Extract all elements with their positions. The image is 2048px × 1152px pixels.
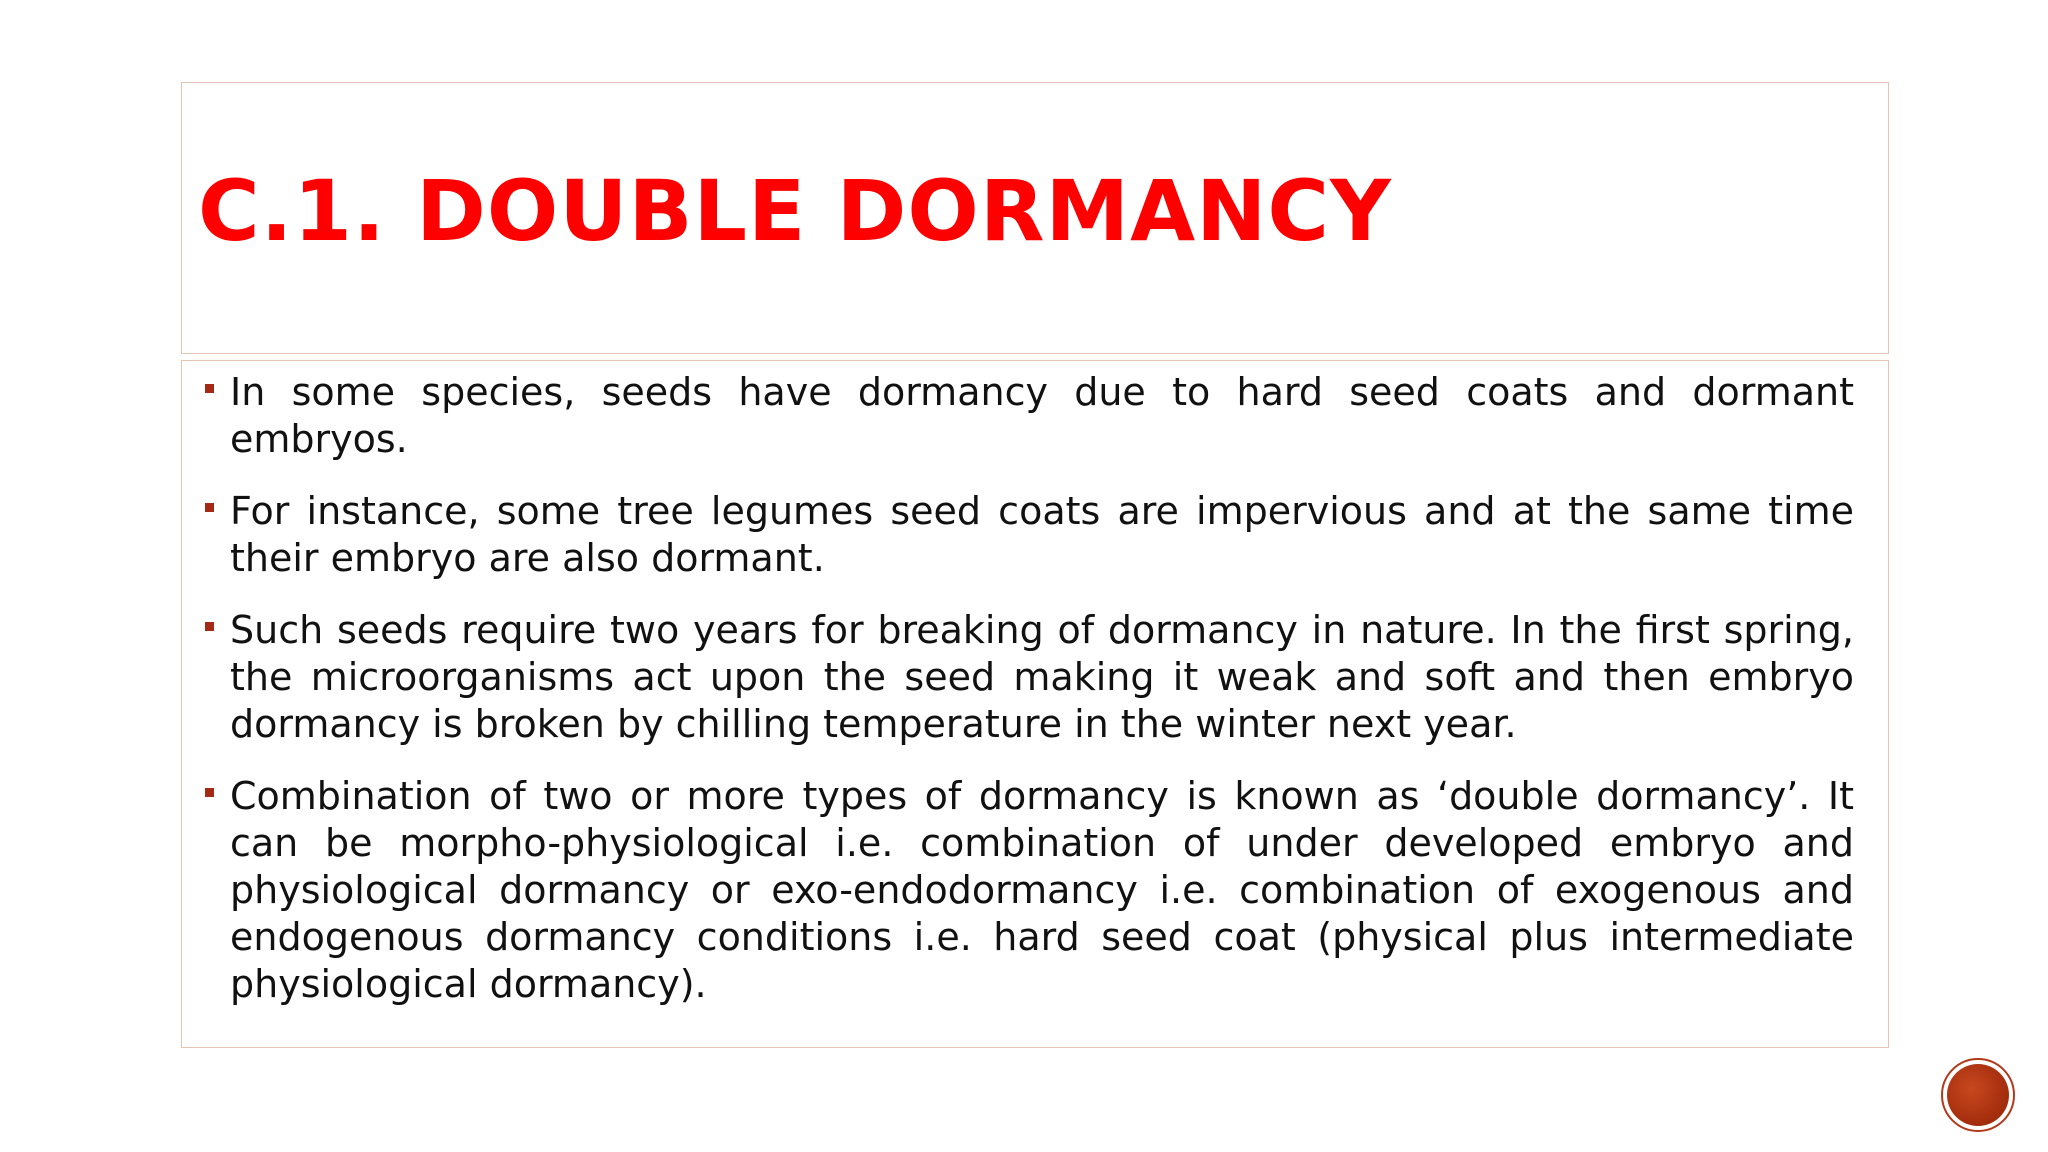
bullet-item [202,369,1854,463]
bullet-text: Such seeds require two years for breaking of dormancy in nature. In the first spring, the microorganisms act upon the seed making it weak and soft and then embryo dormancy is broken by chilling temperature in the winter next year. [230,608,1854,746]
circle-nav-icon [1947,1064,2009,1126]
slide-nav-button[interactable] [1941,1058,2015,1132]
square-bullet-icon [205,622,214,631]
bullet-item [202,607,1854,748]
slide-title: C.1. DOUBLE DORMANCY [198,162,1392,260]
title-placeholder [181,82,1889,354]
bullet-item [202,773,1854,1008]
bullet-text: For instance, some tree legumes seed coats are impervious and at the same time their embryo are also dormant. [230,489,1854,580]
content-placeholder [181,360,1889,1048]
bullet-text: Combination of two or more types of dormancy is known as ‘double dormancy’. It can be morpho-physiological i.e. combination of under developed embryo and physiological dormancy or exo-endodormancy i.e. combination of exogenous and endogenous dormancy conditions i.e. hard seed coat (physical plus intermediate physiological dormancy). [230,774,1854,1006]
square-bullet-icon [205,384,214,393]
square-bullet-icon [205,503,214,512]
bullet-list [202,369,1854,1033]
square-bullet-icon [205,788,214,797]
bullet-item [202,488,1854,582]
bullet-text: In some species, seeds have dormancy due to hard seed coats and dormant embryos. [230,370,1854,461]
